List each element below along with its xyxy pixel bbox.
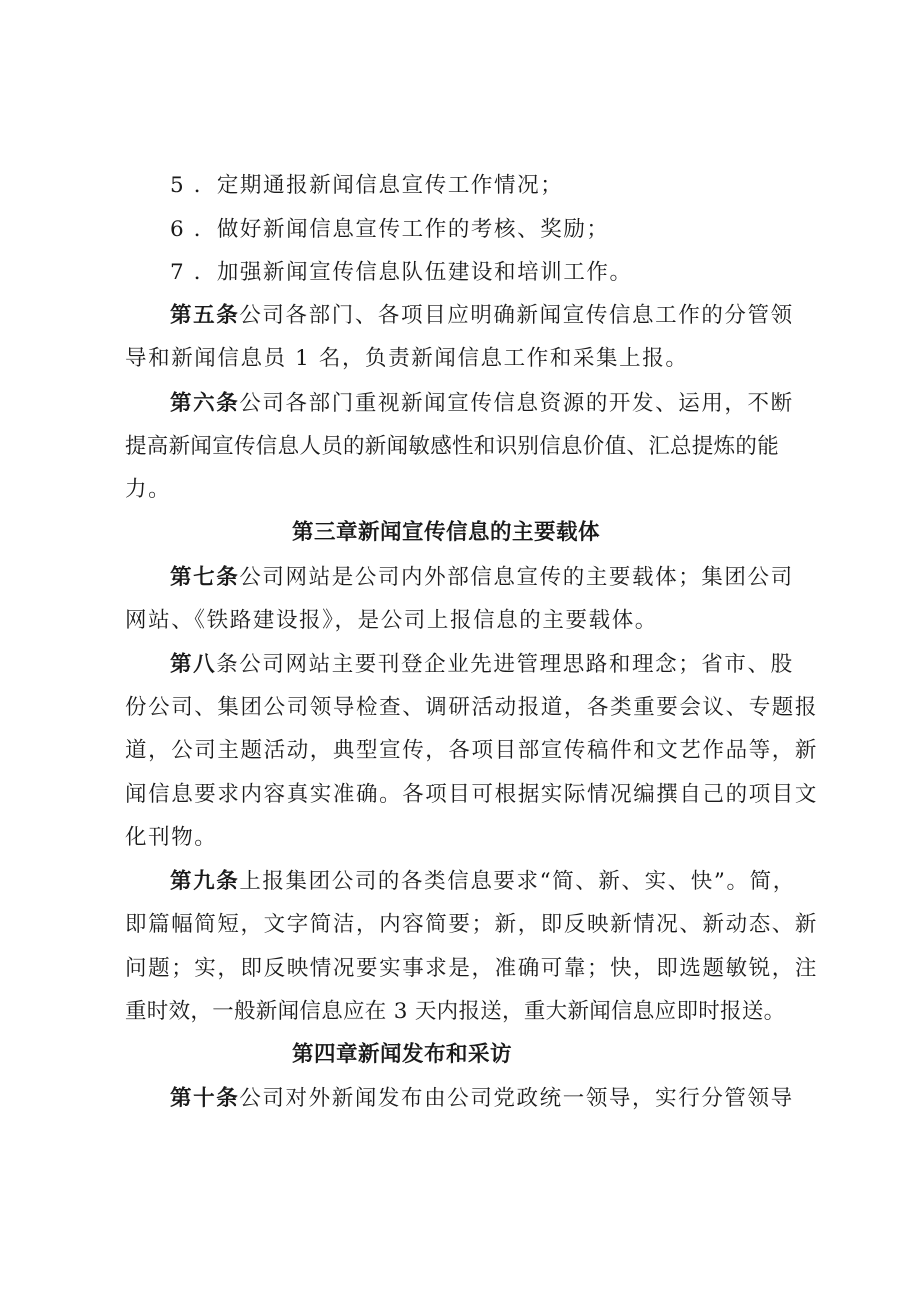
paragraph-text: 公司各部门重视新闻宣传信息资源的开发、运用，不断	[239, 391, 794, 416]
paragraph-text: 公司各部门、各项目应明确新闻宣传信息工作的分管领	[239, 303, 794, 328]
article-8-line-2	[0, 692, 920, 724]
paragraph-text: 网站、《铁路建设报》，是公司上报信息的主要载体。	[125, 608, 658, 633]
article-5-line-2	[0, 343, 920, 375]
paragraph-text: 问题；实，即反映情况要实事求是，准确可靠；快，即选题敏锐，注	[125, 956, 819, 981]
paragraph-text: 道，公司主题活动，典型宣传，各项目部宣传稿件和文艺作品等，新	[125, 738, 819, 763]
paragraph-text: 条公司网站主要刊登企业先进管理思路和理念；省市、股	[216, 652, 794, 677]
article-number: 第六条	[170, 391, 240, 416]
list-item-5	[0, 170, 920, 202]
article-number: 第十条	[170, 1086, 240, 1111]
paragraph-text: 重时效，一般新闻信息应在 3 天内报送，重大新闻信息应即时报送。	[125, 999, 786, 1024]
chapter-3-heading	[0, 517, 920, 549]
article-7-line-2	[0, 605, 920, 637]
paragraph-text: 即篇幅简短，文字简洁，内容简要；新，即反映新情况、新动态、新	[125, 912, 819, 937]
paragraph-text: 7 ．加强新闻宣传信息队伍建设和培训工作。	[170, 260, 633, 285]
article-number: 第八	[170, 652, 217, 677]
article-7-line-1	[0, 562, 920, 594]
article-9-line-2	[0, 909, 920, 941]
paragraph-text: 5 ．定期通报新闻信息宣传工作情况；	[170, 173, 564, 198]
article-number: 第七条	[170, 565, 240, 590]
paragraph-text: 份公司、集团公司领导检查、调研活动报道，各类重要会议、专题报	[125, 695, 819, 720]
paragraph-text: 力。	[125, 477, 172, 502]
paragraph-text: 上报集团公司的各类信息要求“简、新、实、快”。简，	[239, 869, 796, 894]
chapter-4-heading	[0, 1039, 920, 1071]
list-item-6	[0, 214, 920, 246]
chapter-title: 第四章新闻发布和采访	[292, 1042, 513, 1067]
article-8-line-5	[0, 822, 920, 854]
article-8-line-1	[0, 649, 920, 681]
article-9-line-1	[0, 866, 920, 898]
article-number: 第五条	[170, 303, 240, 328]
article-10-line-1	[0, 1083, 920, 1115]
paragraph-text: 闻信息要求内容真实准确。各项目可根据实际情况编撰自己的项目文	[125, 782, 819, 807]
article-number: 第九条	[170, 869, 240, 894]
article-8-line-3	[0, 735, 920, 767]
paragraph-text: 提高新闻宣传信息人员的新闻敏感性和识别信息价值、汇总提炼的能	[125, 434, 780, 459]
article-5-line-1	[0, 300, 920, 332]
article-9-line-3	[0, 953, 920, 985]
article-6-line-1	[0, 388, 920, 420]
paragraph-text: 公司对外新闻发布由公司党政统一领导，实行分管领导	[239, 1086, 794, 1111]
paragraph-text: 公司网站是公司内外部信息宣传的主要载体；集团公司	[239, 565, 794, 590]
article-6-line-2	[0, 431, 920, 463]
chapter-title: 第三章新闻宣传信息的主要载体	[292, 520, 601, 545]
list-item-7	[0, 257, 920, 289]
article-9-line-4	[0, 996, 920, 1028]
article-6-line-3	[0, 474, 920, 506]
article-8-line-4	[0, 779, 920, 811]
paragraph-text: 化刊物。	[125, 825, 218, 850]
paragraph-text: 导和新闻信息员 1 名，负责新闻信息工作和采集上报。	[125, 346, 689, 371]
paragraph-text: 6 ．做好新闻信息宣传工作的考核、奖励；	[170, 217, 610, 242]
